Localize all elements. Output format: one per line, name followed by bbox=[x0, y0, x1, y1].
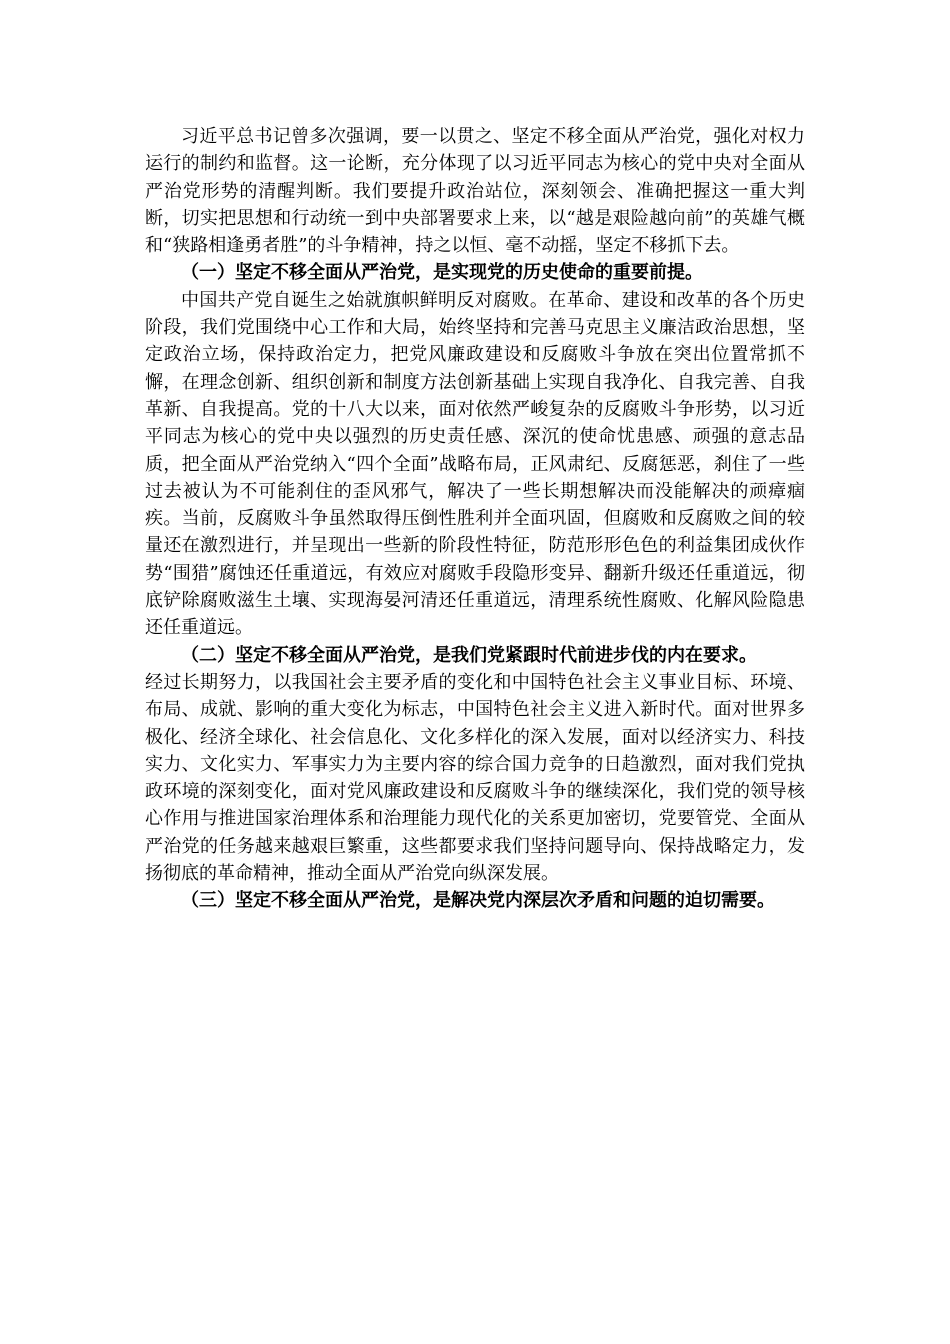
document-page bbox=[145, 123, 805, 915]
section-heading-3: （三）坚定不移全面从严治党，是解决党内深层次矛盾和问题的迫切需要。 bbox=[181, 890, 775, 912]
section-1-paragraph: 中国共产党自诞生之始就旗帜鲜明反对腐败。在革命、建设和改革的各个历史阶段，我们党围绕中心工作和大局，始终坚持和完善马克思主义廉洁政治思想，坚定政治立场，保持政治定力，把党风廉政建设和反腐败斗争放在突出位置常抓不懈，在理念创新、组织创新和制度方法创新基础上实现自我净化、自我完善、自我革新、自我提高。党的十八大以来，面对依然严峻复杂的反腐败斗争形势，以习近平同志为核心的党中央以强烈的历史责任感、深沉的使命忧患感、顽强的意志品质，把全面从严治党纳入“四个全面”战略布局，正风肃纪、反腐惩恶，刹住了一些过去被认为不可能刹住的歪风邪气，解决了一些长期想解决而没能解决的顽瘴痼疾。当前，反腐败斗争虽然取得压倒性胜利并全面巩固，但腐败和反腐败之间的较量还在激烈进行，并呈现出一些新的阶段性特征，防范形形色色的利益集团成伙作势“围猎”腐蚀还任重道远，有效应对腐败手段隐形变异、翻新升级还任重道远，彻底铲除腐败滋生土壤、实现海晏河清还任重道远，清理系统性腐败、化解风险隐患还任重道远。 bbox=[145, 289, 805, 639]
section-2-paragraph: 经过长期努力，以我国社会主要矛盾的变化和中国特色社会主义事业目标、环境、布局、成就、影响的重大变化为标志，中国特色社会主义进入新时代。面对世界多极化、经济全球化、社会信息化、文化多样化的深入发展，面对以经济实力、科技实力、文化实力、军事实力为主要内容的综合国力竞争的日趋激烈，面对我们党执政环境的深刻变化，面对党风廉政建设和反腐败斗争的继续深化，我们党的领导核心作用与推进国家治理体系和治理能力现代化的关系更加密切，党要管党、全面从严治党的任务越来越艰巨繁重，这些都要求我们坚持问题导向、保持战略定力，发扬彻底的革命精神，推动全面从严治党向纵深发展。 bbox=[145, 671, 805, 885]
section-heading-1: （一）坚定不移全面从严治党，是实现党的历史使命的重要前提。 bbox=[181, 262, 703, 284]
section-heading-2: （二）坚定不移全面从严治党，是我们党紧跟时代前进步伐的内在要求。 bbox=[181, 644, 757, 666]
intro-paragraph: 习近平总书记曾多次强调，要一以贯之、坚定不移全面从严治党，强化对权力运行的制约和监督。这一论断，充分体现了以习近平同志为核心的党中央对全面从严治党形势的清醒判断。我们要提升政治站位，深刻领会、准确把握这一重大判断，切实把思想和行动统一到中央部署要求上来，以“越是艰险越向前”的英雄气概和“狭路相逢勇者胜”的斗争精神，持之以恒、毫不动摇，坚定不移抓下去。 bbox=[145, 126, 805, 257]
